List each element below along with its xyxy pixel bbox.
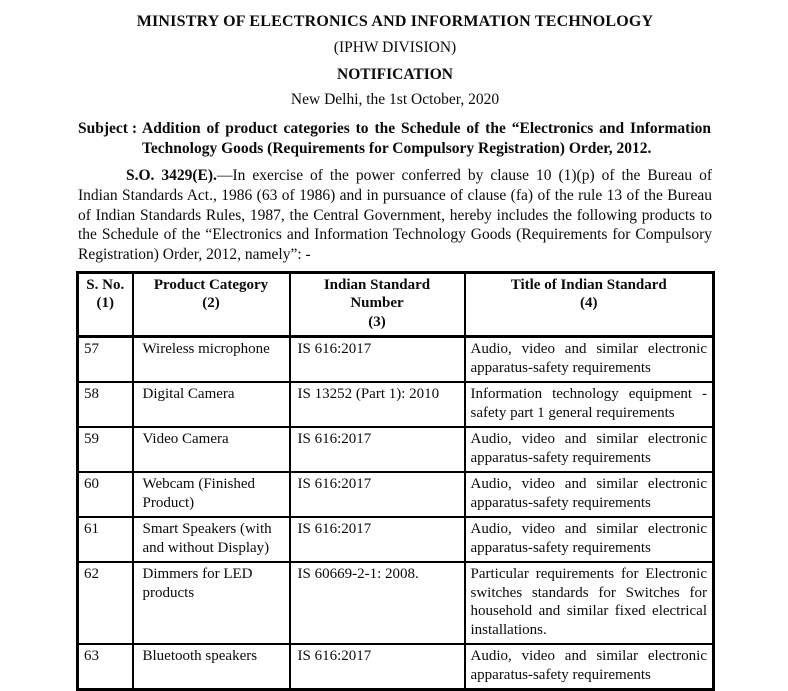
cell-standard-number: IS 60669-2-1: 2008.	[290, 562, 465, 644]
cell-standard-number: IS 616:2017	[290, 337, 465, 383]
division-subtitle: (IPHW DIVISION)	[333, 39, 457, 56]
cell-product-category: Smart Speakers (with and without Display)	[133, 517, 290, 562]
cell-standard-title: Audio, video and similar electronic apparatus-safety requirements	[465, 472, 714, 517]
table-row	[78, 472, 714, 517]
cell-standard-title: Audio, video and similar electronic apparatus-safety requirements	[465, 427, 714, 472]
cell-standard-number: IS 616:2017	[290, 644, 465, 690]
header-col-number: (3)	[368, 313, 386, 330]
cell-standard-title: Audio, video and similar electronic apparatus-safety requirements	[465, 517, 714, 562]
table-row	[78, 427, 714, 472]
products-table	[76, 271, 715, 691]
header-title: Product Category	[153, 276, 269, 293]
cell-product-category: Digital Camera	[133, 382, 290, 427]
table-row	[78, 562, 714, 644]
subject-label: Subject :	[78, 120, 137, 137]
cell-standard-title: Particular requirements for Electronic switches standards for Switches for household and similar fixed electrical installations.	[465, 562, 714, 644]
notification-heading: NOTIFICATION	[337, 66, 453, 83]
table-row	[78, 337, 714, 383]
cell-serial-number: 58	[78, 382, 133, 427]
cell-product-category: Webcam (Finished Product)	[133, 472, 290, 517]
th-serial-number	[78, 272, 133, 337]
cell-standard-number: IS 616:2017	[290, 472, 465, 517]
cell-standard-number: IS 616:2017	[290, 427, 465, 472]
header-col-number: (4)	[580, 295, 598, 312]
header-title: S. No.	[86, 276, 125, 293]
cell-product-category: Wireless microphone	[133, 337, 290, 383]
table-header-row	[78, 272, 714, 337]
table-row	[78, 644, 714, 690]
ministry-title: MINISTRY OF ELECTRONICS AND INFORMATION TECHNOLOGY	[136, 13, 654, 30]
table-head	[78, 272, 714, 337]
cell-standard-title: Audio, video and similar electronic apparatus-safety requirements	[465, 337, 714, 383]
table-row	[78, 517, 714, 562]
body-paragraph	[78, 166, 712, 265]
header-title: Indian Standard Number	[323, 276, 431, 312]
subject-block	[78, 119, 712, 158]
th-standard-number	[290, 272, 465, 337]
cell-serial-number: 62	[78, 562, 133, 644]
cell-serial-number: 57	[78, 337, 133, 383]
cell-standard-number: IS 616:2017	[290, 517, 465, 562]
th-product-category	[133, 272, 290, 337]
dateline: New Delhi, the 1st October, 2020	[290, 91, 500, 108]
table-row	[78, 382, 714, 427]
header-col-number: (1)	[96, 295, 114, 312]
th-standard-title	[465, 272, 714, 337]
cell-serial-number: 63	[78, 644, 133, 690]
cell-product-category: Dimmers for LED products	[133, 562, 290, 644]
header-col-number: (2)	[202, 295, 220, 312]
header-title: Title of Indian Standard	[510, 276, 667, 293]
cell-serial-number: 61	[78, 517, 133, 562]
body-text: —In exercise of the power conferred by clause 10 (1)(p) of the Bureau of Indian Standards Act., 1986 (63 of 1986) and in pursuance of clause (fa) of the rule 13 of the Bureau of Indian Standards Rules, 1987, the Central Government, hereby includes the following products to the Schedule of the “Electronics and Information Technology Goods (Requirements for Compulsory Registration) Order, 2012, namely”: -	[78, 167, 713, 264]
cell-product-category: Bluetooth speakers	[133, 644, 290, 690]
cell-product-category: Video Camera	[133, 427, 290, 472]
cell-serial-number: 60	[78, 472, 133, 517]
cell-standard-title: Information technology equipment - safety part 1 general requirements	[465, 382, 714, 427]
cell-serial-number: 59	[78, 427, 133, 472]
subject-text: Addition of product categories to the Schedule of the “Electronics and Information Technology Goods (Requirements for Compulsory Registration) Order, 2012.	[142, 120, 711, 157]
cell-standard-number: IS 13252 (Part 1): 2010	[290, 382, 465, 427]
so-number: S.O. 3429(E).	[126, 167, 217, 184]
table-body	[78, 337, 714, 690]
cell-standard-title: Audio, video and similar electronic apparatus-safety requirements	[465, 644, 714, 690]
